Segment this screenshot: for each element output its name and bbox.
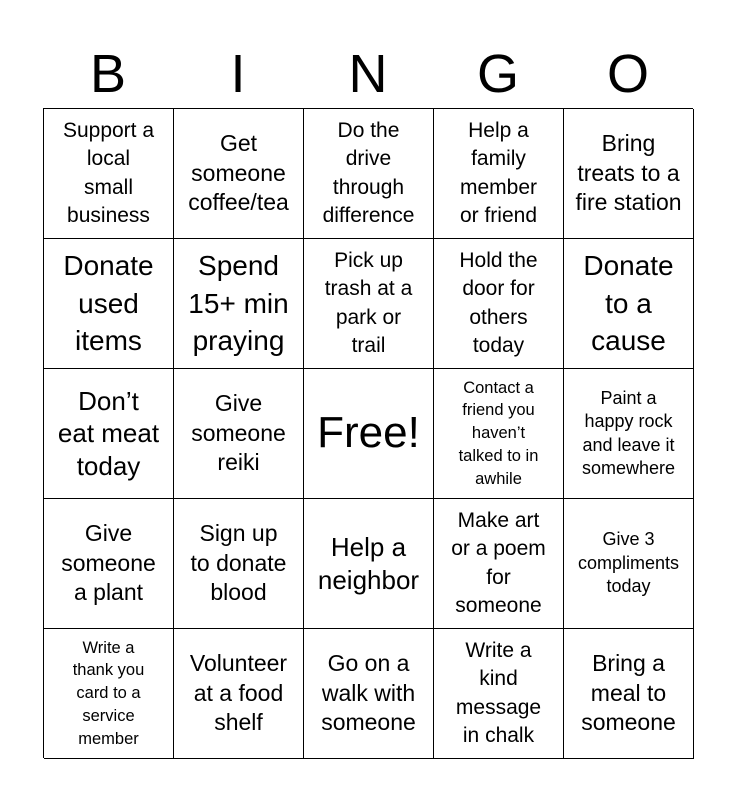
- bingo-cell-text: Write a kind message in chalk: [455, 638, 542, 747]
- bingo-cell-text: Help a family member or friend: [459, 118, 538, 227]
- bingo-header: [43, 40, 693, 108]
- bingo-cell-text: Donate used items: [63, 249, 154, 357]
- bingo-cell[interactable]: [174, 629, 304, 759]
- bingo-cell[interactable]: [434, 499, 564, 629]
- bingo-cell-text: Paint a happy rock and leave it somewhere: [581, 387, 676, 478]
- bingo-cell[interactable]: [44, 109, 174, 239]
- bingo-cell-text: Volunteer at a food shelf: [189, 649, 288, 736]
- header-letter-n: N: [348, 44, 388, 104]
- bingo-cell-text: Free!: [317, 408, 420, 458]
- bingo-cell-text: Bring a meal to someone: [581, 649, 676, 736]
- bingo-cell[interactable]: [304, 629, 434, 759]
- bingo-cell[interactable]: [44, 499, 174, 629]
- bingo-cell-text: Give someone reiki: [191, 389, 286, 476]
- bingo-cell[interactable]: [174, 109, 304, 239]
- bingo-cell-text: Hold the door for others today: [459, 248, 538, 357]
- header-letter-g: G: [476, 44, 519, 104]
- bingo-cell[interactable]: [564, 629, 694, 759]
- bingo-cell-text: Support a local small business: [62, 118, 155, 227]
- bingo-cell[interactable]: [564, 499, 694, 629]
- bingo-cell[interactable]: [174, 499, 304, 629]
- bingo-cell-text: Make art or a poem for someone: [451, 508, 546, 617]
- bingo-cell[interactable]: [304, 109, 434, 239]
- bingo-cell-text: Contact a friend you haven’t talked to in awhile: [458, 378, 539, 488]
- bingo-board: [43, 108, 693, 758]
- bingo-cell[interactable]: [434, 239, 564, 369]
- bingo-cell-text: Write a thank you card to a service member: [72, 638, 145, 748]
- bingo-cell-text: Get someone coffee/tea: [188, 129, 289, 216]
- bingo-cell[interactable]: [434, 109, 564, 239]
- bingo-cell[interactable]: [564, 369, 694, 499]
- bingo-cell-text: Go on a walk with someone: [321, 649, 416, 736]
- bingo-cell[interactable]: [564, 109, 694, 239]
- bingo-cell[interactable]: [304, 239, 434, 369]
- bingo-cell-text: Give someone a plant: [61, 519, 156, 606]
- bingo-cell[interactable]: [174, 239, 304, 369]
- bingo-cell[interactable]: [304, 499, 434, 629]
- bingo-cell-text: Donate to a cause: [583, 249, 674, 357]
- bingo-cell-text: Spend 15+ min praying: [188, 249, 289, 357]
- bingo-cell-text: Give 3 compliments today: [577, 529, 680, 597]
- bingo-cell-text: Bring treats to a fire station: [575, 129, 682, 216]
- bingo-cell[interactable]: [434, 369, 564, 499]
- bingo-cell[interactable]: [44, 239, 174, 369]
- bingo-cell[interactable]: [564, 239, 694, 369]
- bingo-cell[interactable]: [44, 629, 174, 759]
- header-letter-o: O: [606, 44, 649, 104]
- bingo-cell-text: Don’t eat meat today: [57, 385, 160, 481]
- bingo-cell-text: Do the drive through difference: [322, 118, 415, 227]
- bingo-cell[interactable]: [174, 369, 304, 499]
- bingo-cell-text: Help a neighbor: [317, 532, 420, 595]
- header-letter-i: I: [230, 44, 246, 104]
- free-space-cell[interactable]: [304, 369, 434, 499]
- header-letter-b: B: [89, 44, 127, 104]
- bingo-cell-text: Pick up trash at a park or trail: [324, 248, 413, 357]
- bingo-cell[interactable]: [44, 369, 174, 499]
- bingo-cell[interactable]: [434, 629, 564, 759]
- bingo-cell-text: Sign up to donate blood: [190, 519, 287, 606]
